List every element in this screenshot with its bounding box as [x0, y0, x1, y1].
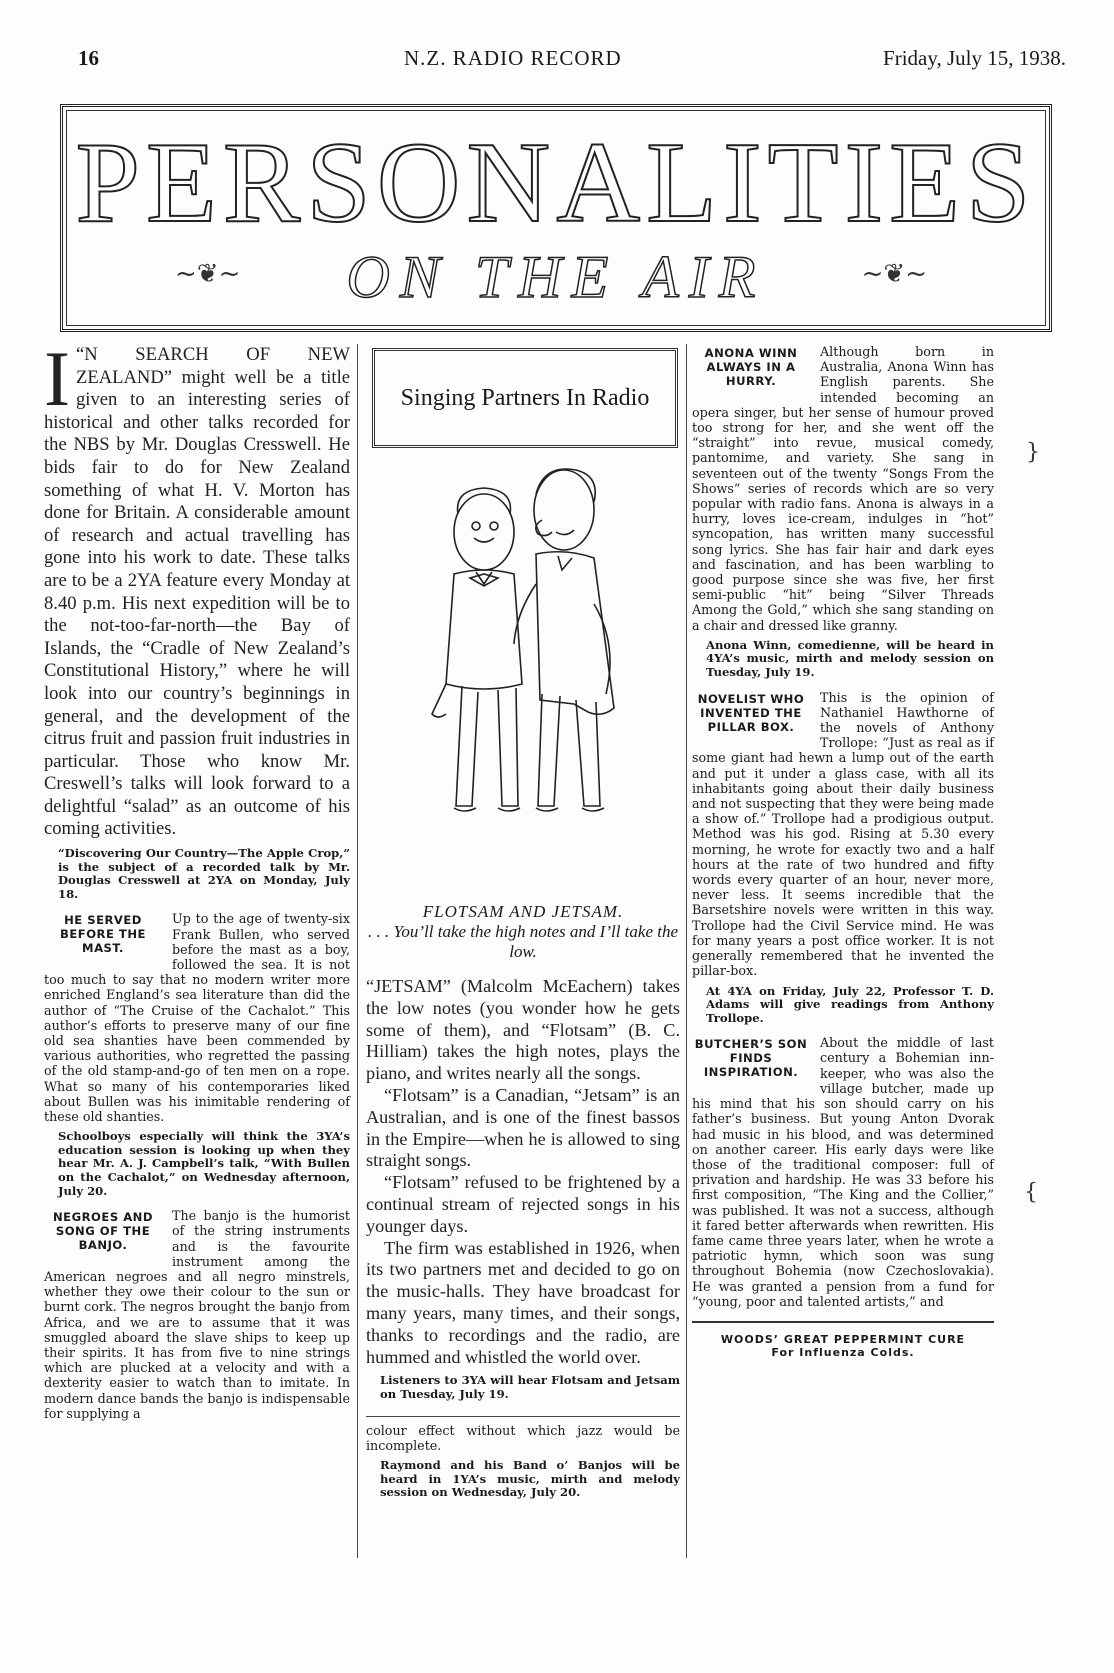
article-heading: HE SERVED BEFORE THE MAST.	[60, 913, 146, 956]
article-cresswell	[44, 335, 350, 841]
article-banjo	[44, 1208, 350, 1421]
article-body: The banjo is the humorist of the string instruments and is the favourite instrument among the American negroes and all negro minstrels, whether they owe their colour to the sun or burnt cork. The negros brought the banjo from Africa, and we are to assume that it was smuggled aboard the slave ships to keep up their spirits. It has from five to nine strings which are plucked at a velocity and with a dexterity easier to watch than to imitate. In modern dance bands the banjo is indispensable for supplying a	[44, 1208, 350, 1421]
article-paragraph: “Flotsam” refused to be frightened by a continual stream of rejected songs in his younger days.	[366, 1172, 680, 1236]
publication-title: N.Z. RADIO RECORD	[404, 46, 622, 70]
article-paragraph: The firm was established in 1926, when its two partners met and decided to go on the music-halls. They have broadcast for many years, many times, and their songs, thanks to recordings and the radio, are hummed and whistled the world over.	[366, 1237, 680, 1367]
caption-title: FLOTSAM AND JETSAM.	[422, 902, 624, 921]
article-anona-winn	[692, 344, 994, 633]
broadcast-note: Schoolboys especially will think the 3YA’s education session is looking up when they hear Mr. A. J. Campbell’s talk, “With Bullen on the Cachalot,” on Wednesday afternoon, July 20.	[58, 1129, 350, 1198]
article-dvorak	[692, 1035, 994, 1309]
article-body: Up to the age of twenty-six Frank Bullen, who served before the mast as a boy, followed the sea. It is not too much to say that no modern writer more enriched England’s sea literature than did the author of “The Cruise of the Cachalot.” This author’s efforts to preserve many of our fine old sea shanties have been commended by various authorities, who regretted the passing of the old stamp-and-go of ten men on a rope. What so many of his contemporaries liked about Bullen was his inimitable rendering of these old shanties.	[44, 911, 350, 1125]
column-left	[44, 335, 350, 1421]
article-heading: NEGROES AND SONG OF THE BANJO.	[52, 1210, 154, 1253]
caption-quote: . . . You’ll take the high notes and I’ll take the low.	[367, 922, 679, 961]
ad-headline: WOODS’ GREAT PEPPERMINT CURE	[720, 1332, 966, 1346]
ornament-left-icon: ~❦~	[175, 259, 241, 289]
margin-brace: }	[1026, 440, 1040, 465]
article-paragraph: “JETSAM” (Malcolm McEachern) takes the low notes (you wonder how he gets some of them), and “Flotsam” (B. C. Hilliam) takes the high notes, plays the piano, and writes nearly all the songs.	[366, 976, 680, 1084]
illustration-caption	[366, 902, 680, 962]
ornament-right-icon: ~❦~	[861, 259, 927, 289]
ad-subline: For Influenza Colds.	[771, 1345, 915, 1359]
margin-brace: {	[1024, 1180, 1038, 1205]
column-right	[692, 344, 994, 1359]
page-header	[0, 46, 1114, 78]
continuation-text: colour effect without which jazz would be incomplete.	[366, 1422, 680, 1453]
broadcast-note: Anona Winn, comedienne, will be heard in 4YA’s music, mirth and melody session on Tuesday, July 19.	[706, 637, 994, 680]
article-heading: NOVELIST WHO INVENTED THE PILLAR BOX.	[697, 691, 805, 734]
drop-cap: I	[44, 335, 70, 422]
broadcast-note: Listeners to 3YA will hear Flotsam and Jetsam on Tuesday, July 19.	[380, 1373, 680, 1401]
article-body: This is the opinion of Nathaniel Hawthorne of the novels of Anthony Trollope: “Just as real as if some giant had hewn a lump out of the earth and put it under a glass case, with all its inhabitants going about their daily business and not suspecting that they were being made a show of.” Trollope had a prodigious output. Method was his god. Rising at 5.30 every morning, he wrote for exactly two and a half hours at the rate of two hundred and fifty words every quarter of an hour, never more, never less. It seems incredible that the Barsetshire novels were written in this way. Trollope had the Civil Service mind. He was for many years a post office worker. It is not generally remembered that he invented the pillar-box.	[692, 689, 994, 979]
article-trollope	[692, 690, 994, 979]
article-body: Although born in Australia, Anona Winn has English parents. She intended becoming an opera singer, but her sense of humour proved too strong for her, and she went off the “straight” into revue, musical comedy, pantomime, and variety. She sang in seventeen out of the twenty “Songs From the Shows” series of records which are so very popular with radio fans. Anona is always in a hurry, loves ice-cream, indulges in “hot” syncopation, has written many successful song lyrics. She has fair hair and dark eyes and fascination, and has been warbling to good purpose since she was five, her first semi-public “hit” being “Silver Threads Among the Gold,” which she sang standing on a chair and dressed like granny.	[692, 344, 994, 633]
banner-title: PERSONALITIES	[75, 119, 1037, 247]
feature-box-title: Singing Partners In Radio	[372, 348, 678, 448]
section-banner	[60, 104, 1052, 332]
article-paragraph: “Flotsam” is a Canadian, “Jetsam” is an Australian, and is one of the finest bassos in the Empire—when he is allowed to sing straight songs.	[366, 1084, 680, 1171]
broadcast-note: “Discovering Our Country—The Apple Crop,” is the subject of a recorded talk by Mr. Douglas Cresswell at 2YA on Monday, July 18.	[58, 846, 350, 901]
broadcast-note: Raymond and his Band o’ Banjos will be heard in 1YA’s music, mirth and melody session on Wednesday, July 20.	[380, 1457, 680, 1500]
broadcast-note: At 4YA on Friday, July 22, Professor T. D. Adams will give readings from Anthony Trollope.	[706, 983, 994, 1025]
page-number: 16	[78, 46, 99, 70]
article-cresswell-text: “N SEARCH OF NEW ZEALAND” might well be a title given to an interesting series of historical and other talks recorded for the NBS by Mr. Douglas Cresswell. He bids fair to do for New Zealand something of what H. V. Morton has done for Britain. A considerable amount of research and actual travelling has gone into his work to date. These talks are to be a 2YA feature every Monday at 8.40 p.m. His next expedition will be to the not-too-far-north—the Bay of Islands, the “Cradle of New Zealand’s Constitutional History,” where he will look into our country’s beginnings in general, and the development of the citrus fruit and passion fruit industries in particular. Those who know Mr. Creswell’s talks will look forward to a delightful “salad” as an outcome of his coming activities.	[44, 344, 350, 840]
column-middle	[366, 344, 680, 1510]
advertisement	[692, 1321, 994, 1359]
article-body: About the middle of last century a Bohemian inn-keeper, who was also the village butcher, made up his mind that his son should carry on his father’s business. But young Anton Dvorak had music in his blood, and was determined on another career. His early days were like those of the traditional composer: full of privation and hardship. He was 33 before his first composition, “The King and the Collier,” was published. It was not a success, although it fared better afterwards when rewritten. His fame came three years later, when he wrote a patriotic hymn, which soon was sung throughout Bohemia (now Czechoslovakia). He was granted a pension from a fund for “young, poor and talented artists,” and	[692, 1035, 994, 1309]
article-bullen	[44, 911, 350, 1124]
section-rule	[366, 1416, 680, 1417]
banner-subtitle: ON THE AIR	[346, 244, 766, 310]
article-heading: BUTCHER’S SON FINDS INSPIRATION.	[694, 1037, 808, 1080]
article-heading: ANONA WINN ALWAYS IN A HURRY.	[704, 346, 798, 388]
column-rule-2	[686, 344, 687, 1558]
issue-date: Friday, July 15, 1938.	[883, 46, 1066, 70]
flotsam-jetsam-illustration	[366, 454, 680, 834]
column-rule-1	[357, 344, 358, 1558]
